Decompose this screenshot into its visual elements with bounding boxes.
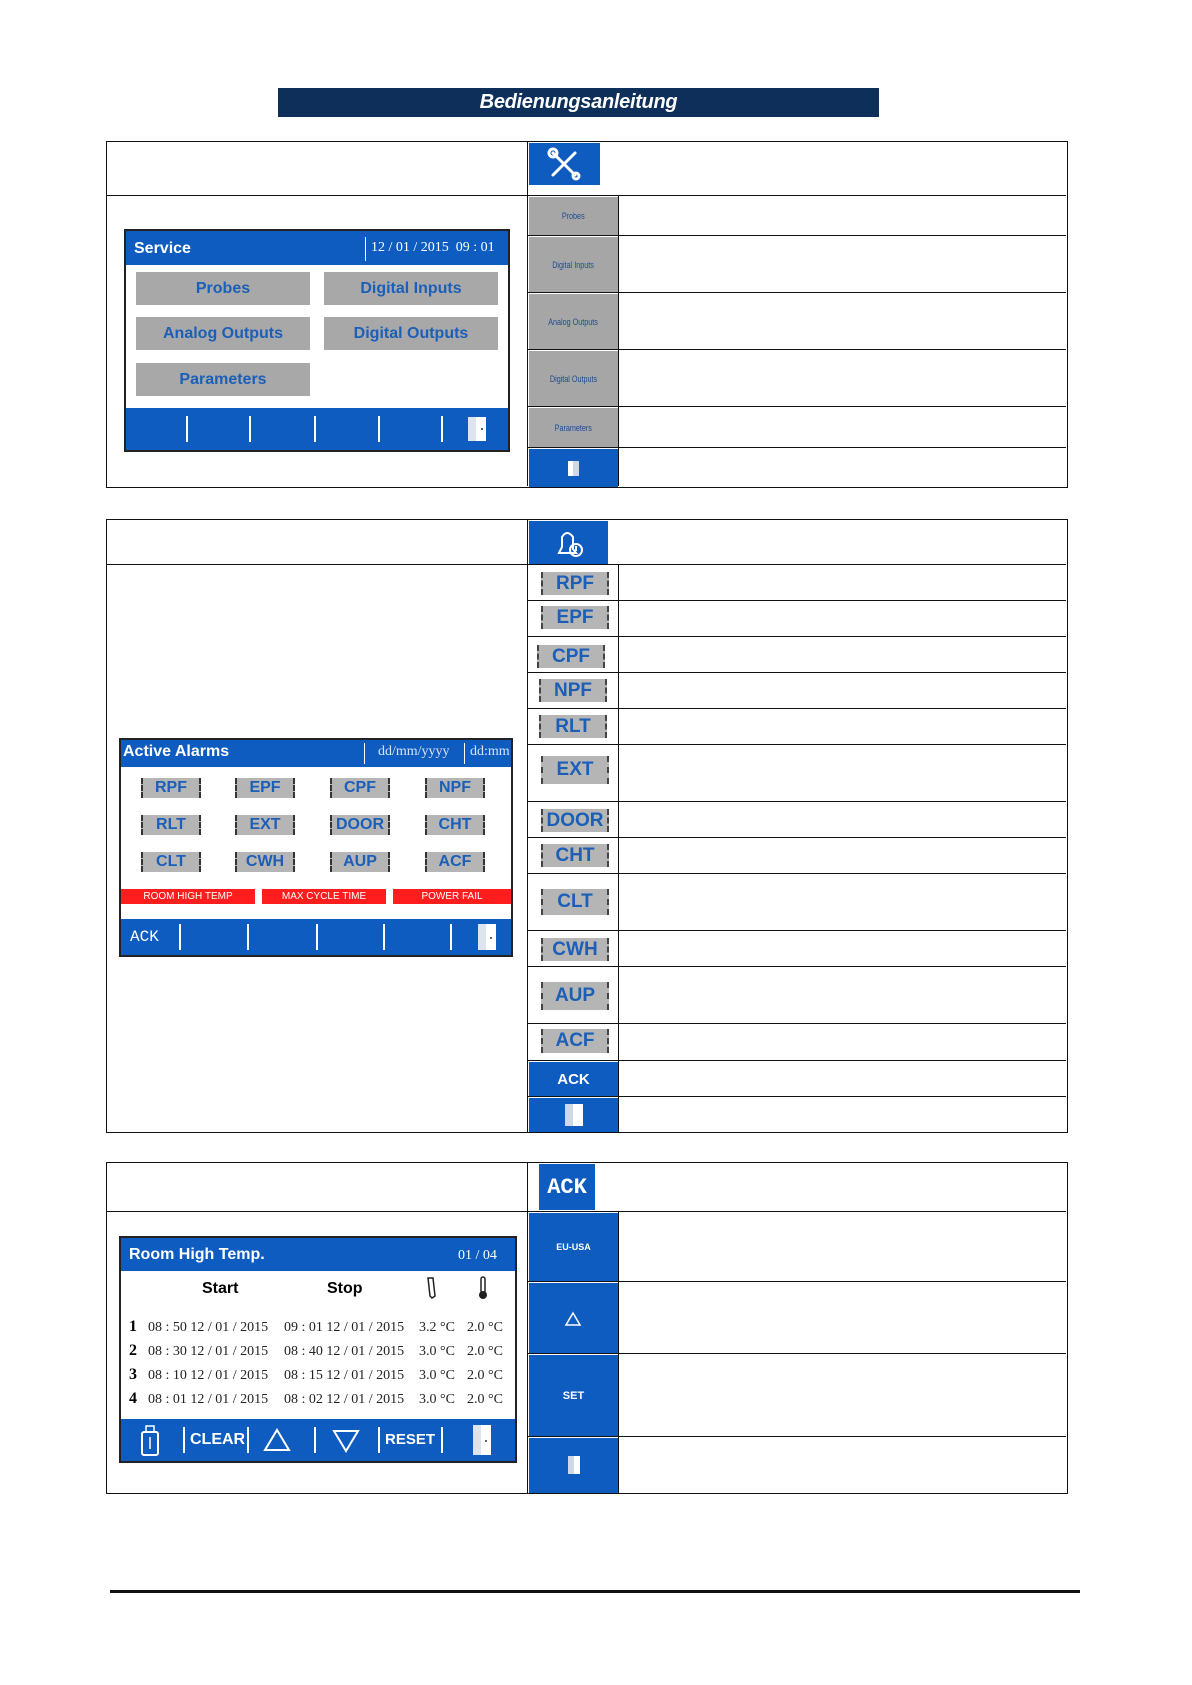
triangle-up-icon — [529, 1283, 618, 1353]
screen-datetime: 12 / 01 / 2015 09 : 01 — [371, 240, 495, 255]
parameters-item: Parameters — [529, 408, 618, 447]
digital-outputs-button[interactable]: Digital Outputs — [324, 317, 498, 350]
digital-inputs-button[interactable]: Digital Inputs — [324, 272, 498, 305]
ack-item: ACK — [529, 1062, 618, 1096]
alarm-npf-item: NPF — [539, 679, 607, 702]
alarm-acf-item: ACF — [541, 1029, 609, 1053]
active-alarms-screen — [119, 738, 513, 957]
row-probe-temp: 3.0 °C — [419, 1368, 455, 1383]
footer-rule — [110, 1590, 1080, 1593]
digital-inputs-item: Digital Inputs — [529, 237, 618, 292]
service-tools-icon — [529, 143, 600, 185]
row-room-temp: 2.0 °C — [467, 1320, 503, 1335]
alarm-bar-room-high-temp: ROOM HIGH TEMP — [121, 889, 255, 904]
alarm-cht-item: CHT — [541, 844, 609, 867]
alarm-bar-max-cycle-time: MAX CYCLE TIME — [262, 889, 386, 904]
row-room-temp: 2.0 °C — [467, 1392, 503, 1407]
alarm-cwh-button[interactable]: CWH — [235, 852, 295, 872]
row-stop: 08 : 15 12 / 01 / 2015 — [284, 1368, 405, 1383]
column-stop: Stop — [327, 1280, 363, 1297]
room-high-temp-screen — [119, 1236, 517, 1463]
alarm-cpf-button[interactable]: CPF — [330, 778, 390, 798]
screen-title: Service — [134, 240, 191, 257]
probes-button[interactable]: Probes — [136, 272, 310, 305]
row-stop: 08 : 40 12 / 01 / 2015 — [284, 1344, 405, 1359]
alarm-door-item: DOOR — [541, 809, 609, 832]
exit-door-icon — [529, 1098, 618, 1132]
exit-door-icon — [529, 449, 618, 487]
probes-item: Probes — [529, 197, 618, 235]
service-screen — [124, 229, 510, 452]
alarm-rpf-button[interactable]: RPF — [141, 778, 201, 798]
alarm-epf-button[interactable]: EPF — [235, 778, 295, 798]
row-probe-temp: 3.2 °C — [419, 1320, 455, 1335]
alarm-history-section — [106, 1162, 1068, 1494]
row-start: 08 : 50 12 / 01 / 2015 — [148, 1320, 269, 1335]
alarm-npf-button[interactable]: NPF — [425, 778, 485, 798]
row-stop: 08 : 02 12 / 01 / 2015 — [284, 1392, 405, 1407]
document-banner: Bedienungsanleitung — [278, 88, 879, 117]
exit-door-icon — [529, 1438, 618, 1493]
alarm-acf-button[interactable]: ACF — [425, 852, 485, 872]
usb-stick-icon[interactable] — [139, 1425, 161, 1457]
row-stop: 09 : 01 12 / 01 / 2015 — [284, 1320, 405, 1335]
alarm-rlt-item: RLT — [539, 715, 607, 738]
alarm-door-button[interactable]: DOOR — [330, 815, 390, 835]
screen-date: dd/mm/yyyy — [378, 744, 450, 759]
alarm-ext-button[interactable]: EXT — [235, 815, 295, 835]
alarm-aup-button[interactable]: AUP — [330, 852, 390, 872]
alarm-clt-button[interactable]: CLT — [141, 852, 201, 872]
analog-outputs-item: Analog Outputs — [529, 294, 618, 349]
digital-outputs-item: Digital Outputs — [529, 351, 618, 406]
triangle-down-icon[interactable] — [332, 1429, 360, 1453]
exit-door-icon[interactable] — [466, 416, 490, 442]
alarm-ext-item: EXT — [541, 756, 609, 784]
alarm-bar-power-fail: POWER FAIL — [393, 889, 511, 904]
exit-door-icon[interactable] — [476, 924, 498, 950]
analog-outputs-button[interactable]: Analog Outputs — [136, 317, 310, 350]
alarm-cpf-item: CPF — [537, 645, 605, 668]
row-room-temp: 2.0 °C — [467, 1344, 503, 1359]
ack-header-item: ACK — [539, 1164, 595, 1210]
row-number: 4 — [129, 1390, 137, 1407]
alarm-aup-item: AUP — [541, 982, 609, 1010]
alarm-cwh-item: CWH — [541, 938, 609, 961]
alarm-clt-item: CLT — [541, 889, 609, 915]
clear-button[interactable]: CLEAR — [190, 1431, 246, 1448]
exit-door-icon[interactable] — [471, 1425, 493, 1455]
row-start: 08 : 10 12 / 01 / 2015 — [148, 1368, 269, 1383]
alarm-cht-button[interactable]: CHT — [425, 815, 485, 835]
ack-button[interactable]: ACK — [130, 928, 159, 946]
row-probe-temp: 3.0 °C — [419, 1344, 455, 1359]
alarms-section — [106, 519, 1068, 1133]
row-start: 08 : 01 12 / 01 / 2015 — [148, 1392, 269, 1407]
screen-title: Active Alarms — [123, 743, 230, 760]
row-number: 1 — [129, 1318, 137, 1335]
parameters-button[interactable]: Parameters — [136, 363, 310, 396]
column-start: Start — [202, 1280, 239, 1297]
alarm-bell-icon — [529, 521, 608, 564]
triangle-up-icon[interactable] — [263, 1428, 291, 1452]
page-indicator: 01 / 04 — [458, 1248, 497, 1263]
row-start: 08 : 30 12 / 01 / 2015 — [148, 1344, 269, 1359]
row-number: 3 — [129, 1366, 137, 1383]
alarm-rlt-button[interactable]: RLT — [141, 815, 201, 835]
usb-export-item: EU-USA — [529, 1213, 618, 1281]
probe-icon — [425, 1276, 439, 1300]
alarm-rpf-item: RPF — [541, 572, 609, 595]
alarm-epf-item: EPF — [541, 606, 609, 629]
screen-time: dd:mm — [470, 744, 510, 759]
screen-title: Room High Temp. — [129, 1246, 265, 1263]
row-probe-temp: 3.0 °C — [419, 1392, 455, 1407]
row-room-temp: 2.0 °C — [467, 1368, 503, 1383]
row-number: 2 — [129, 1342, 137, 1359]
thermometer-icon — [477, 1276, 489, 1300]
set-item: SET — [529, 1355, 618, 1436]
service-section — [106, 141, 1068, 488]
reset-button[interactable]: RESET — [385, 1431, 436, 1448]
